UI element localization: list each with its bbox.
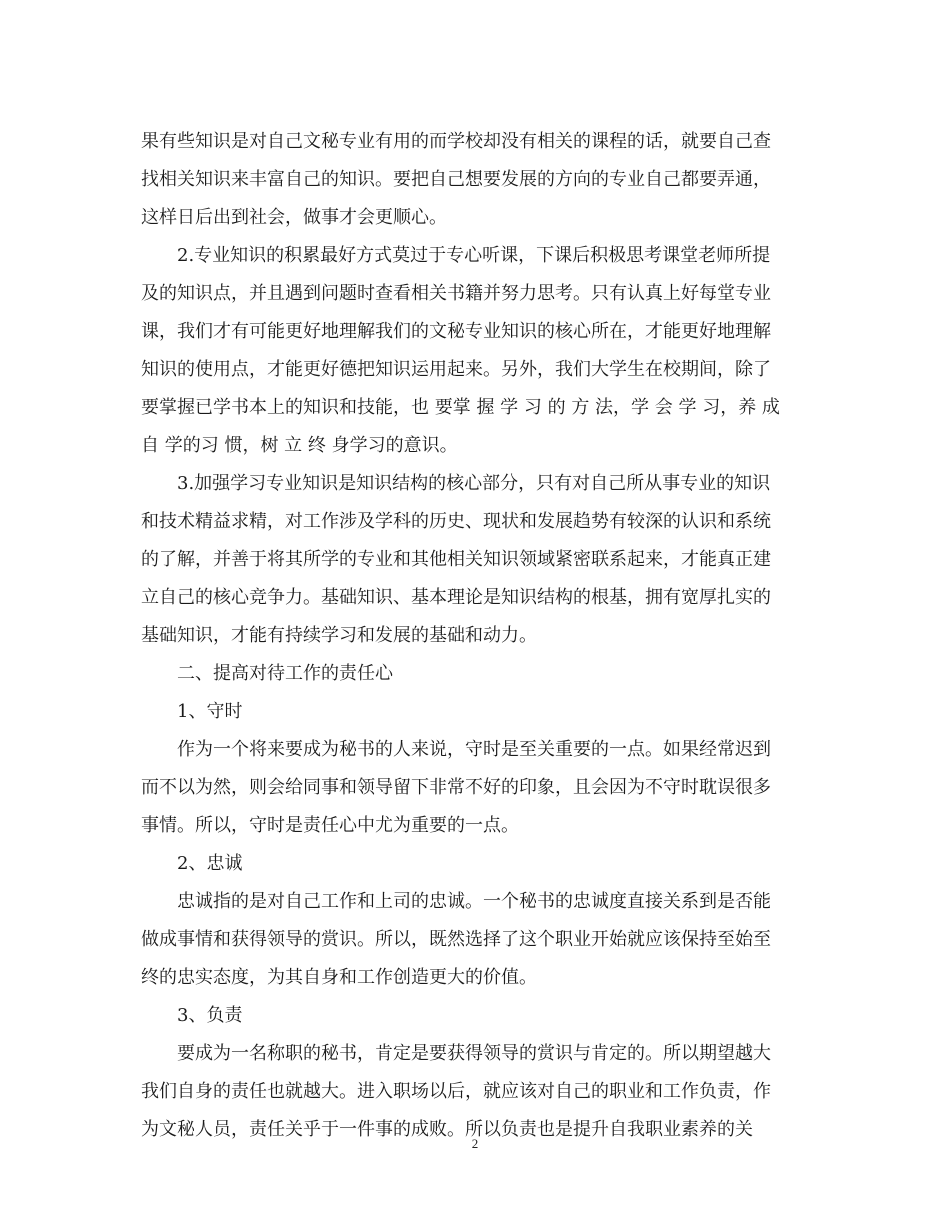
body-text-line: 3.加强学习专业知识是知识结构的核心部分，只有对自己所从事专业的知识 [177,473,771,494]
subsection-heading: 1、守时 [177,701,243,722]
body-text-line: 忠诚指的是对自己工作和上司的忠诚。一个秘书的忠诚度直接关系到是否能 [177,891,771,912]
page-number: 2 [471,1136,479,1151]
body-text-line: 的了解，并善于将其所学的专业和其他相关知识领域紧密联系起来，才能真正建 [141,549,771,570]
subsection-heading: 3、负责 [177,1005,243,1026]
body-text-line: 事情。所以，守时是责任心中尤为重要的一点。 [141,815,519,836]
body-text-line: 我们自身的责任也就越大。进入职场以后，就应该对自己的职业和工作负责，作 [141,1081,771,1102]
section-heading: 二、提高对待工作的责任心 [177,663,393,684]
body-text-line: 知识的使用点，才能更好德把知识运用起来。另外，我们大学生在校期间，除了 [141,359,771,380]
body-text-line: 及的知识点，并且遇到问题时查看相关书籍并努力思考。只有认真上好每堂专业 [141,283,771,304]
body-text-line: 果有些知识是对自己文秘专业有用的而学校却没有相关的课程的话，就要自己查 [141,131,771,152]
body-text-line: 终的忠实态度，为其自身和工作创造更大的价值。 [141,967,537,988]
body-text-line: 为文秘人员，责任关乎于一件事的成败。所以负责也是提升自我职业素养的关 [141,1119,753,1140]
body-text-line: 自 学的习 惯，树 立 终 身学习的意识。 [141,435,458,456]
body-text-line: 这样日后出到社会，做事才会更顺心。 [141,207,447,228]
body-text-line: 做成事情和获得领导的赏识。所以，既然选择了这个职业开始就应该保持至始至 [141,929,771,950]
body-text-line: 基础知识，才能有持续学习和发展的基础和动力。 [141,625,537,646]
body-text-line: 而不以为然，则会给同事和领导留下非常不好的印象，且会因为不守时耽误很多 [141,777,771,798]
body-text-line: 找相关知识来丰富自己的知识。要把自己想要发展的方向的专业自己都要弄通， [141,169,771,190]
body-text-line: 要掌握已学书本上的知识和技能，也 要掌 握 学 习 的 方 法，学 会 学 习，养 成 [141,397,780,418]
body-text-line: 要成为一名称职的秘书，肯定是要获得领导的赏识与肯定的。所以期望越大 [177,1043,771,1064]
body-text-line: 课，我们才有可能更好地理解我们的文秘专业知识的核心所在，才能更好地理解 [141,321,771,342]
body-text-line: 作为一个将来要成为秘书的人来说，守时是至关重要的一点。如果经常迟到 [177,739,771,760]
body-text-line: 立自己的核心竞争力。基础知识、基本理论是知识结构的根基，拥有宽厚扎实的 [141,587,771,608]
body-text-line: 2.专业知识的积累最好方式莫过于专心听课，下课后积极思考课堂老师所提 [177,245,771,266]
subsection-heading: 2、忠诚 [177,853,243,874]
body-text-line: 和技术精益求精，对工作涉及学科的历史、现状和发展趋势有较深的认识和系统 [141,511,771,532]
